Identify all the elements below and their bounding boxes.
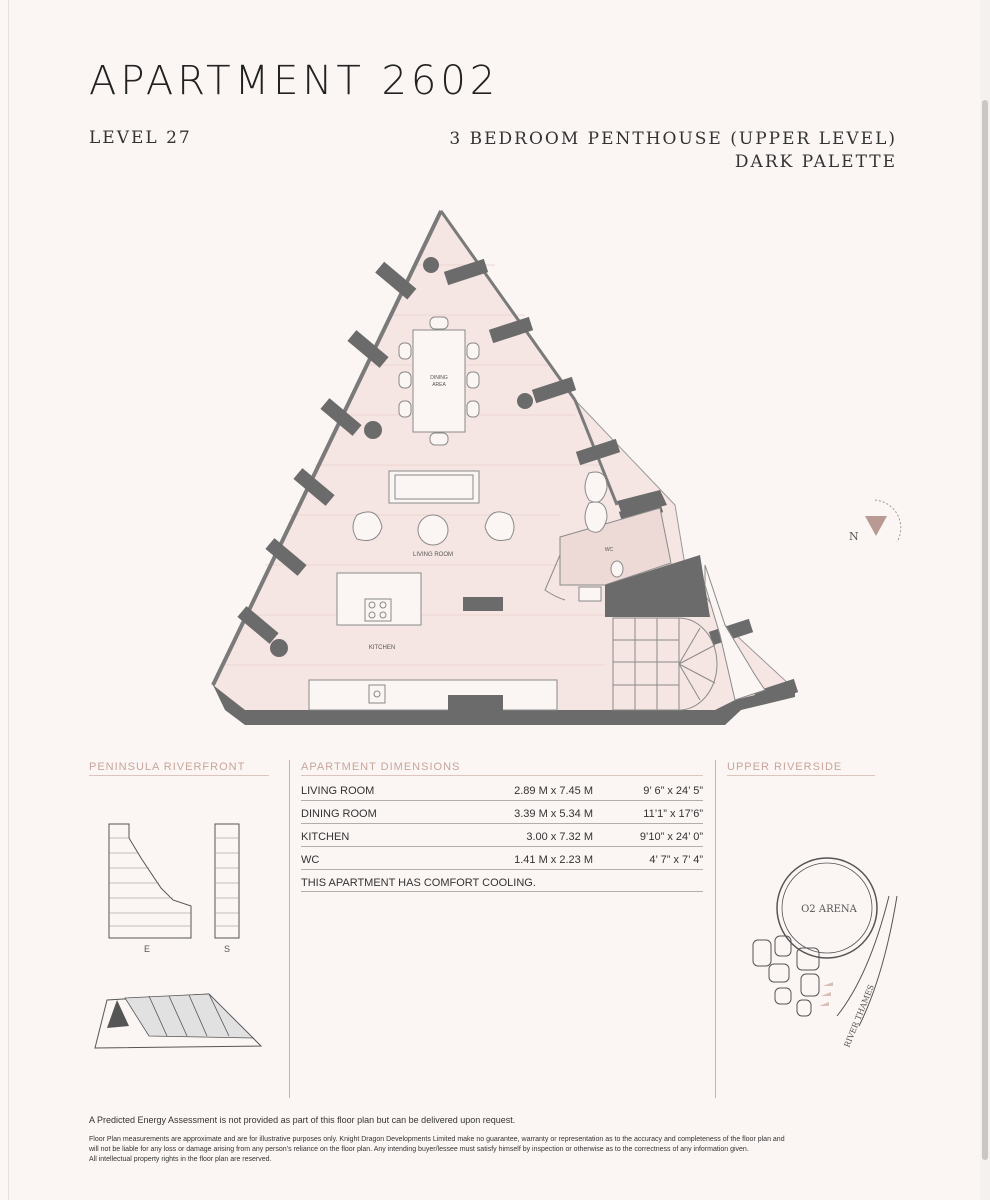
apartment-title: APARTMENT 2602 [89,58,500,104]
room-name: KITCHEN [301,831,350,843]
energy-note: A Predicted Energy Assessment is not provided as part of this floor plan but can be delivered upon request. [89,1115,516,1125]
cooling-note: THIS APARTMENT HAS COMFORT COOLING. [301,877,703,892]
east-label: E [143,944,151,954]
dining-label-area: AREA [432,382,446,388]
dimension-row-dining [301,801,703,824]
disclaimer-line2: will not be liable for any loss or damage arising from any person’s reliance on the floor plan. Any intending buyer/lessee must satisfy himself by inspection or otherwise as to the correctness of any information given. [89,1146,749,1153]
north-label: N [849,530,859,543]
scrollbar-thumb[interactable] [982,100,988,1160]
column-divider-left [289,760,290,1098]
apartment-type-line1: 3 BEDROOM PENTHOUSE (UPPER LEVEL) [449,129,897,149]
north-compass [845,498,905,558]
room-metric: 2.89 M x 7.45 M [514,785,593,797]
living-room-label: LIVING ROOM [412,552,454,558]
kitchen-label: KITCHEN [368,645,396,651]
riverside-map [749,856,899,1056]
dimension-row-kitchen [301,824,703,847]
room-imperial: 9’ 6” x 24’ 5” [643,785,703,797]
room-name: LIVING ROOM [301,785,375,797]
room-imperial: 9’10” x 24’ 0” [639,831,703,843]
section-rule-middle [301,775,703,776]
arena-label: O2 ARENA [801,904,857,915]
room-name: DINING ROOM [301,808,377,820]
east-elevation [109,824,191,938]
section-peninsula: PENINSULA RIVERFRONT [89,761,246,773]
palette-label: DARK PALETTE [734,152,897,172]
room-metric: 3.00 x 7.32 M [526,831,593,843]
bottom-wall-block [448,695,503,713]
level-label: LEVEL 27 [89,128,192,148]
section-dimensions: APARTMENT DIMENSIONS [301,761,461,773]
kitchen-counter [309,680,557,710]
kitchen-unit [463,597,503,611]
wc-label: WC [604,547,614,553]
room-metric: 1.41 M x 2.23 M [514,854,593,866]
dining-label: DINING [430,375,448,381]
column-divider-right [715,760,716,1098]
floor-plan [205,205,805,735]
south-elevation [215,824,239,938]
document-page [8,0,979,1200]
section-upper-riverside: UPPER RIVERSIDE [727,761,843,773]
kitchen-island [337,573,421,625]
section-rule-right [727,775,875,776]
disclaimer [89,1135,929,1165]
river-label: RIVER THAMES [842,983,876,1049]
scrollbar-track[interactable] [980,0,990,1200]
south-label: S [223,944,231,954]
compass-arrow-icon [865,516,887,536]
map-buildings [753,936,819,1016]
room-name: WC [301,854,320,866]
dimension-row-living [301,778,703,801]
site-plan [89,990,269,1054]
staircase [613,618,717,710]
disclaimer-line1: Floor Plan measurements are approximate and are for illustrative purposes only. Knight Dragon Developments Limited make no guarantee, warranty or representation as to the accuracy and completeness of the floor plan and [89,1136,785,1143]
room-imperial: 11’1” x 17’6” [643,808,703,820]
section-rule-left [89,775,269,776]
room-metric: 3.39 M x 5.34 M [514,808,593,820]
room-imperial: 4’ 7” x 7’ 4” [649,854,703,866]
building-elevations [101,818,251,958]
dimension-row-wc [301,847,703,870]
disclaimer-line3: All intellectual property rights in the floor plan are reserved. [89,1156,272,1163]
apartment-type [449,128,897,174]
